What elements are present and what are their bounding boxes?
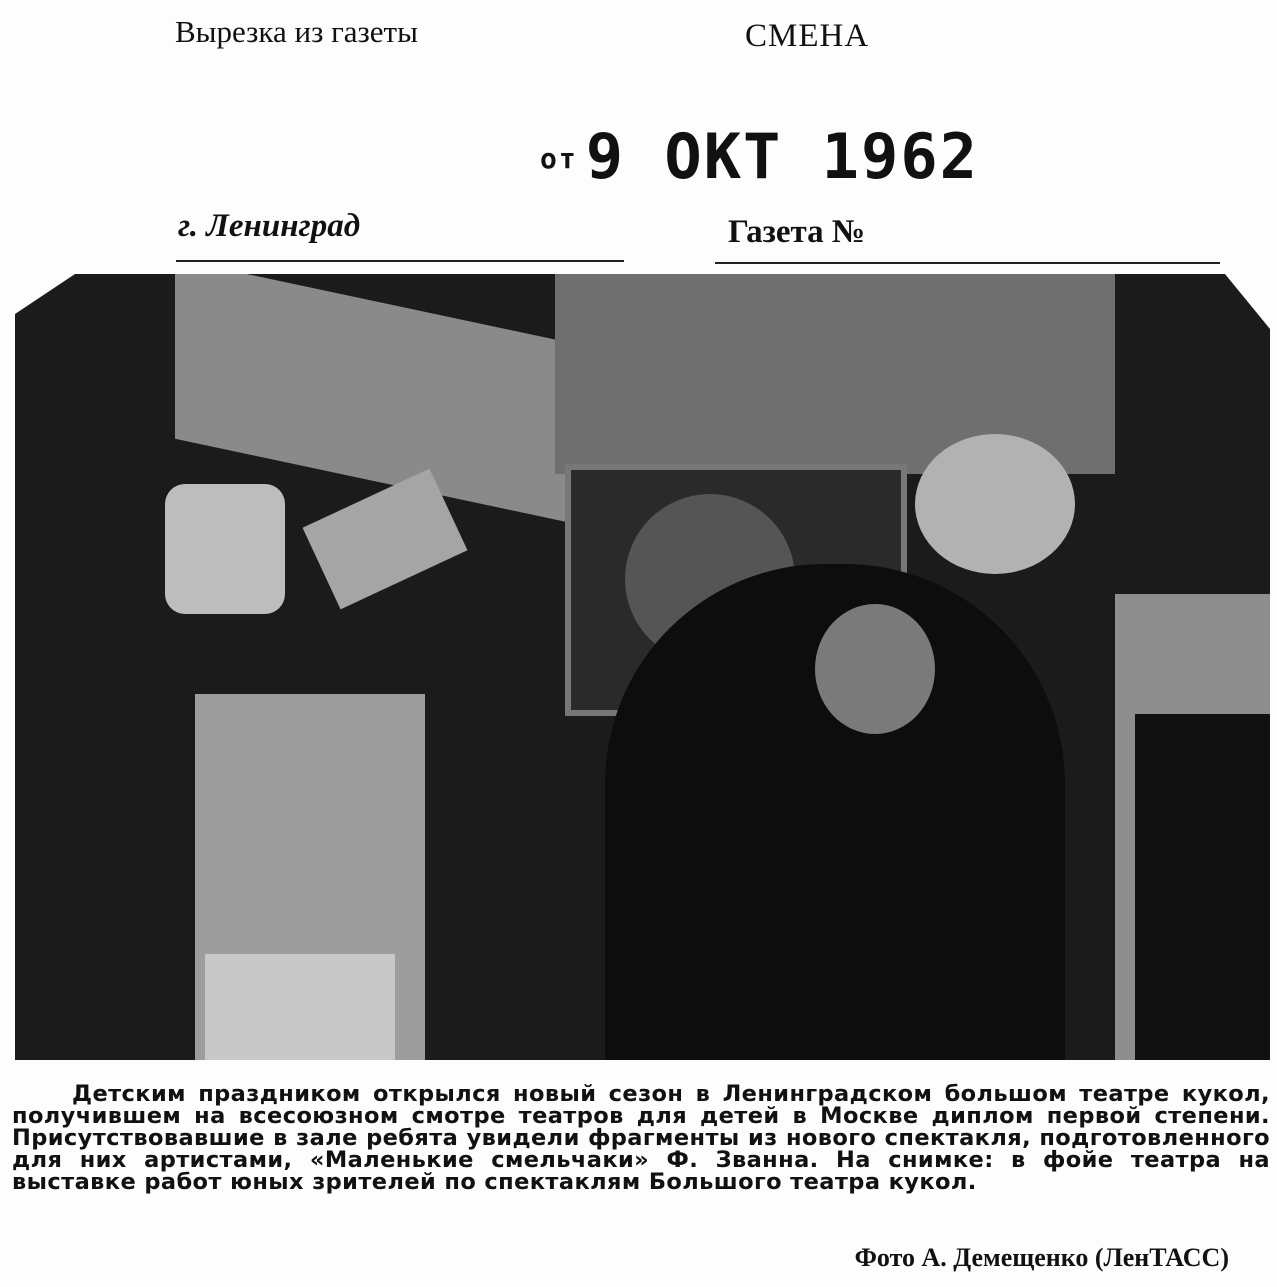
photo-light-patch (915, 434, 1075, 574)
photo-figure-right-shadow (1135, 714, 1270, 1060)
city-underline (176, 260, 624, 262)
gazeta-underline (715, 262, 1220, 264)
clipping-label: Вырезка из газеты (175, 14, 418, 49)
caption-text: Детским праздником открылся новый сезон в Ленинградском большом театре кукол, получившем на всесоюзном смотре театров для детей в Москве диплом первой степени. Присутствовавшие в зале ребята увидели фрагменты из нового спектакля, подготовленного для них артистами, «Маленькие смельчаки» Ф. Званна. На снимке: в фойе театра на выставке работ юных зрителей по спектаклям Большого театра кукол. (12, 1081, 1270, 1195)
photo-credit: Фото А. Демещенко (ЛенТАСС) (854, 1243, 1229, 1272)
photo-child-face (815, 604, 935, 734)
city-label: г. Ленинград (178, 208, 361, 244)
newspaper-name: СМЕНА (745, 18, 870, 54)
date-stamp-value: 9 ОКТ 1962 (585, 120, 979, 193)
date-stamp (540, 120, 979, 193)
newspaper-photo (15, 274, 1270, 1060)
photo-light-patch (165, 484, 285, 614)
photo-caption (12, 1083, 1270, 1193)
photo-floor (205, 954, 395, 1060)
date-stamp-prefix: от (540, 142, 578, 176)
gazeta-number-label: Газета № (728, 214, 866, 250)
